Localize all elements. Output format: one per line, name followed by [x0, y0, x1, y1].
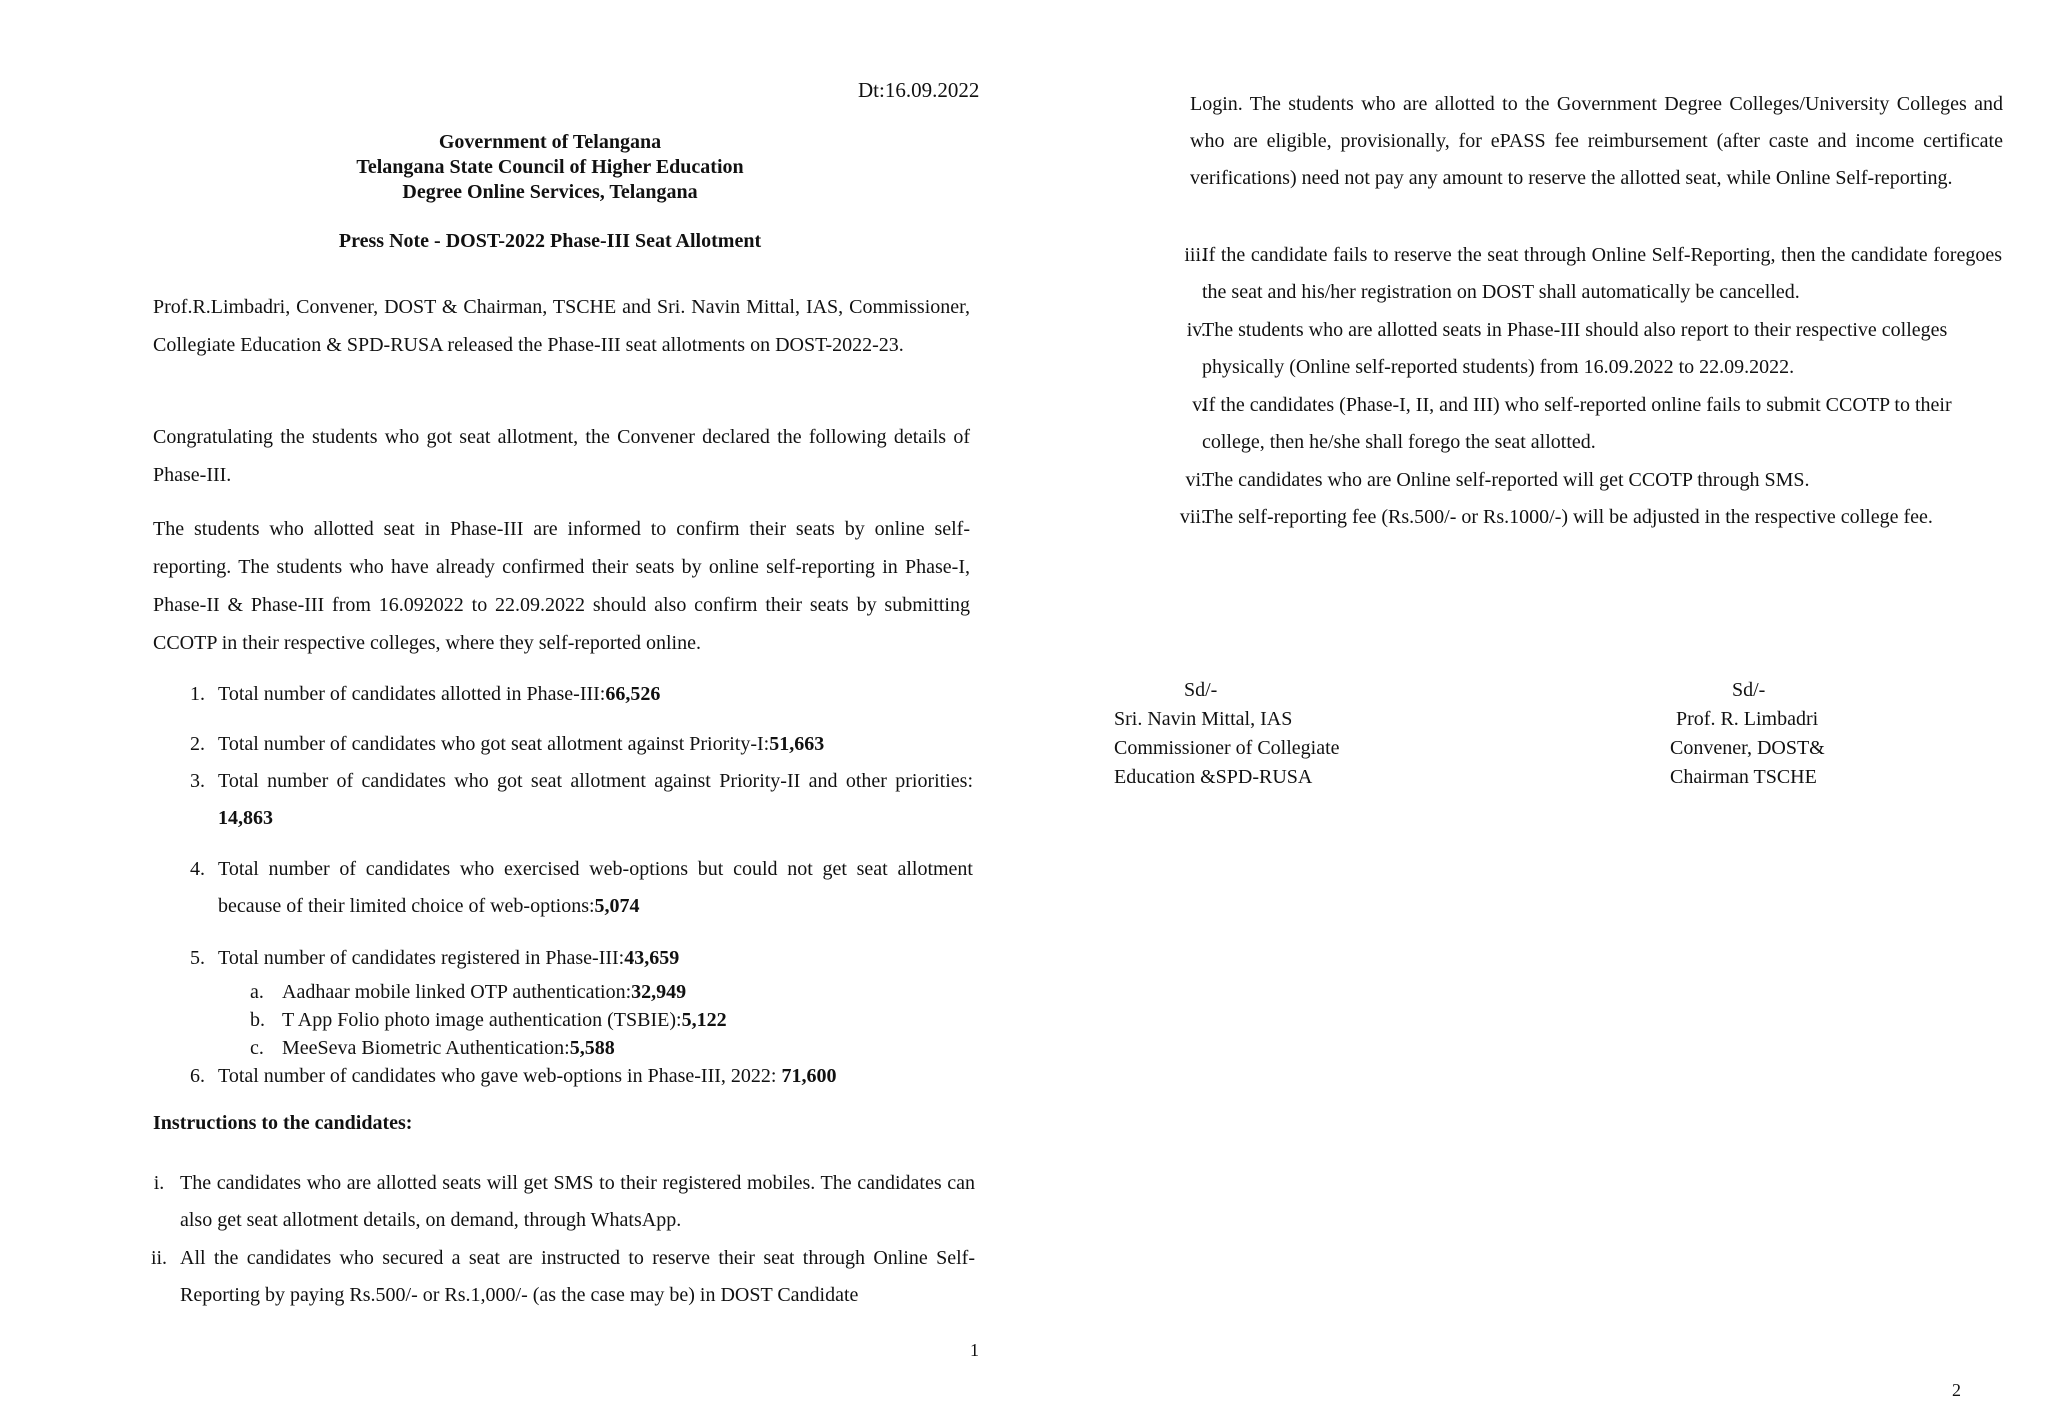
instruction-item	[1142, 312, 2002, 386]
signatory-name: Prof. R. Limbadri	[1676, 708, 1819, 730]
signatory-title: Chairman TSCHE	[1670, 766, 1817, 788]
instructions-heading: Instructions to the candidates:	[153, 1112, 413, 1134]
stat-text: Total number of candidates who exercised web-options but could not get seat allotment because of their limited choice of web-options:	[218, 858, 973, 917]
sub-item-text: Aadhaar mobile linked OTP authentication:	[282, 981, 632, 1003]
press-note-date: Dt:16.09.2022	[858, 78, 980, 102]
instruction-item	[1142, 237, 2002, 311]
instruction-item	[1142, 387, 2002, 461]
stat-text: Total number of candidates allotted in Phase-III:	[218, 683, 606, 705]
stat-value: 14,863	[218, 807, 273, 829]
sub-item-text: T App Folio photo image authentication (TSBIE):	[282, 1009, 682, 1031]
instruction-number: vii.	[1179, 506, 1206, 528]
instruction-number: ii.	[150, 1247, 168, 1269]
header-council: Telangana State Council of Higher Education	[356, 156, 744, 178]
sub-item-letter: b.	[250, 1009, 265, 1031]
header-dost: Degree Online Services, Telangana	[402, 181, 698, 203]
stat-item	[183, 940, 973, 977]
self-reporting-paragraph: The students who allotted seat in Phase-III are informed to confirm their seats by online self-reporting. The students who have already confirmed their seats by online self-reporting in Phase-I, Phase-II & Phase-III from 16.092022 to 22.09.2022 should also confirm their seats by submitting CCOTP in their respective colleges, where they self-reported online.	[153, 518, 970, 654]
stat-text: Total number of candidates who gave web-options in Phase-III, 2022:	[218, 1065, 782, 1087]
signature-sd: Sd/-	[1732, 679, 1766, 701]
page-number: 2	[1952, 1380, 1961, 1400]
stat-number: 4.	[190, 858, 205, 880]
stat-value: 5,074	[594, 895, 640, 917]
stat-item	[183, 1058, 973, 1095]
instruction-text: If the candidates (Phase-I, II, and III) who self-reported online fails to submit CCOTP to their college, then he/she shall forego the seat allotted.	[1202, 394, 1952, 453]
instruction-number: v.	[1192, 394, 1206, 416]
stat-value: 43,659	[624, 947, 680, 969]
stat-item	[183, 763, 973, 837]
stat-text: Total number of candidates who got seat allotment against Priority-I:	[218, 733, 770, 755]
instruction-text: The self-reporting fee (Rs.500/- or Rs.1000/-) will be adjusted in the respective college fee.	[1202, 506, 1933, 528]
instruction-text: The students who are allotted seats in Phase-III should also report to their respective colleges physically (Online self-reported students) from 16.09.2022 to 22.09.2022.	[1202, 319, 1948, 378]
sub-item-letter: a.	[250, 981, 264, 1003]
sub-item-value: 5,588	[569, 1037, 615, 1059]
signatory-title: Convener, DOST&	[1670, 737, 1825, 759]
instruction-item	[140, 1165, 975, 1239]
congratulation-paragraph: Congratulating the students who got seat allotment, the Convener declared the following details of Phase-III.	[153, 426, 970, 486]
stat-text: Total number of candidates who got seat allotment against Priority-II and other priorities:	[218, 770, 973, 792]
stat-text: Total number of candidates registered in Phase-III:	[218, 947, 625, 969]
stat-number: 5.	[190, 947, 205, 969]
sub-item-letter: c.	[250, 1037, 264, 1059]
page-2	[1024, 0, 2048, 1416]
stat-number: 3.	[190, 770, 205, 792]
stat-item	[183, 676, 973, 713]
signature-left	[1114, 676, 1434, 792]
sub-item-text: MeeSeva Biometric Authentication:	[282, 1037, 570, 1059]
intro-paragraph: Prof.R.Limbadri, Convener, DOST & Chairman, TSCHE and Sri. Navin Mittal, IAS, Commissioner, Collegiate Education & SPD-RUSA released the Phase-III seat allotments on DOST-2022-23.	[153, 296, 970, 356]
signature-right	[1670, 676, 1890, 792]
signatory-name: Sri. Navin Mittal, IAS	[1114, 708, 1293, 730]
stat-number: 6.	[190, 1065, 205, 1087]
instruction-number: i.	[153, 1172, 165, 1194]
instruction-continuation	[1178, 86, 2003, 197]
instruction-text: If the candidate fails to reserve the seat through Online Self-Reporting, then the candidate foregoes the seat and his/her registration on DOST shall automatically be cancelled.	[1202, 244, 2002, 303]
press-note-title: Press Note - DOST-2022 Phase-III Seat Allotment	[338, 230, 762, 252]
sub-item-value: 32,949	[631, 981, 687, 1003]
registration-sub-item	[250, 1006, 727, 1035]
instruction-number: iii.	[1184, 244, 1206, 266]
instruction-text: All the candidates who secured a seat are instructed to reserve their seat through Online Self-Reporting by paying Rs.500/- or Rs.1,000/- (as the case may be) in DOST Candidate	[180, 1247, 975, 1306]
header-government: Government of Telangana	[438, 131, 662, 153]
instruction-item	[140, 1240, 975, 1314]
stat-value: 51,663	[769, 733, 825, 755]
stat-value: 71,600	[781, 1065, 837, 1087]
instruction-number: vi.	[1185, 469, 1206, 491]
instruction-text: The candidates who are allotted seats will get SMS to their registered mobiles. The candidates can also get seat allotment details, on demand, through WhatsApp.	[180, 1172, 975, 1231]
stat-value: 66,526	[605, 683, 661, 705]
signatory-title: Education &SPD-RUSA	[1114, 766, 1313, 788]
stat-number: 2.	[190, 733, 205, 755]
instruction-text: The candidates who are Online self-reported will get CCOTP through SMS.	[1202, 469, 1810, 491]
signature-sd: Sd/-	[1184, 679, 1218, 701]
instruction-item	[1142, 499, 2002, 536]
instruction-number: iv.	[1186, 319, 1206, 341]
stat-item	[183, 726, 973, 763]
stat-number: 1.	[190, 683, 205, 705]
signatory-title: Commissioner of Collegiate	[1114, 737, 1340, 759]
instruction-text: Login. The students who are allotted to the Government Degree Colleges/University Colleges and who are eligible, provisionally, for ePASS fee reimbursement (after caste and income certificate verifications) need not pay any amount to reserve the allotted seat, while Online Self-reporting.	[1190, 93, 2003, 189]
instruction-item	[1142, 462, 2002, 499]
page-number: 1	[970, 1340, 979, 1360]
document-header	[150, 130, 950, 205]
sub-item-value: 5,122	[681, 1009, 727, 1031]
registration-sub-item	[250, 978, 686, 1007]
stat-item	[183, 851, 973, 925]
